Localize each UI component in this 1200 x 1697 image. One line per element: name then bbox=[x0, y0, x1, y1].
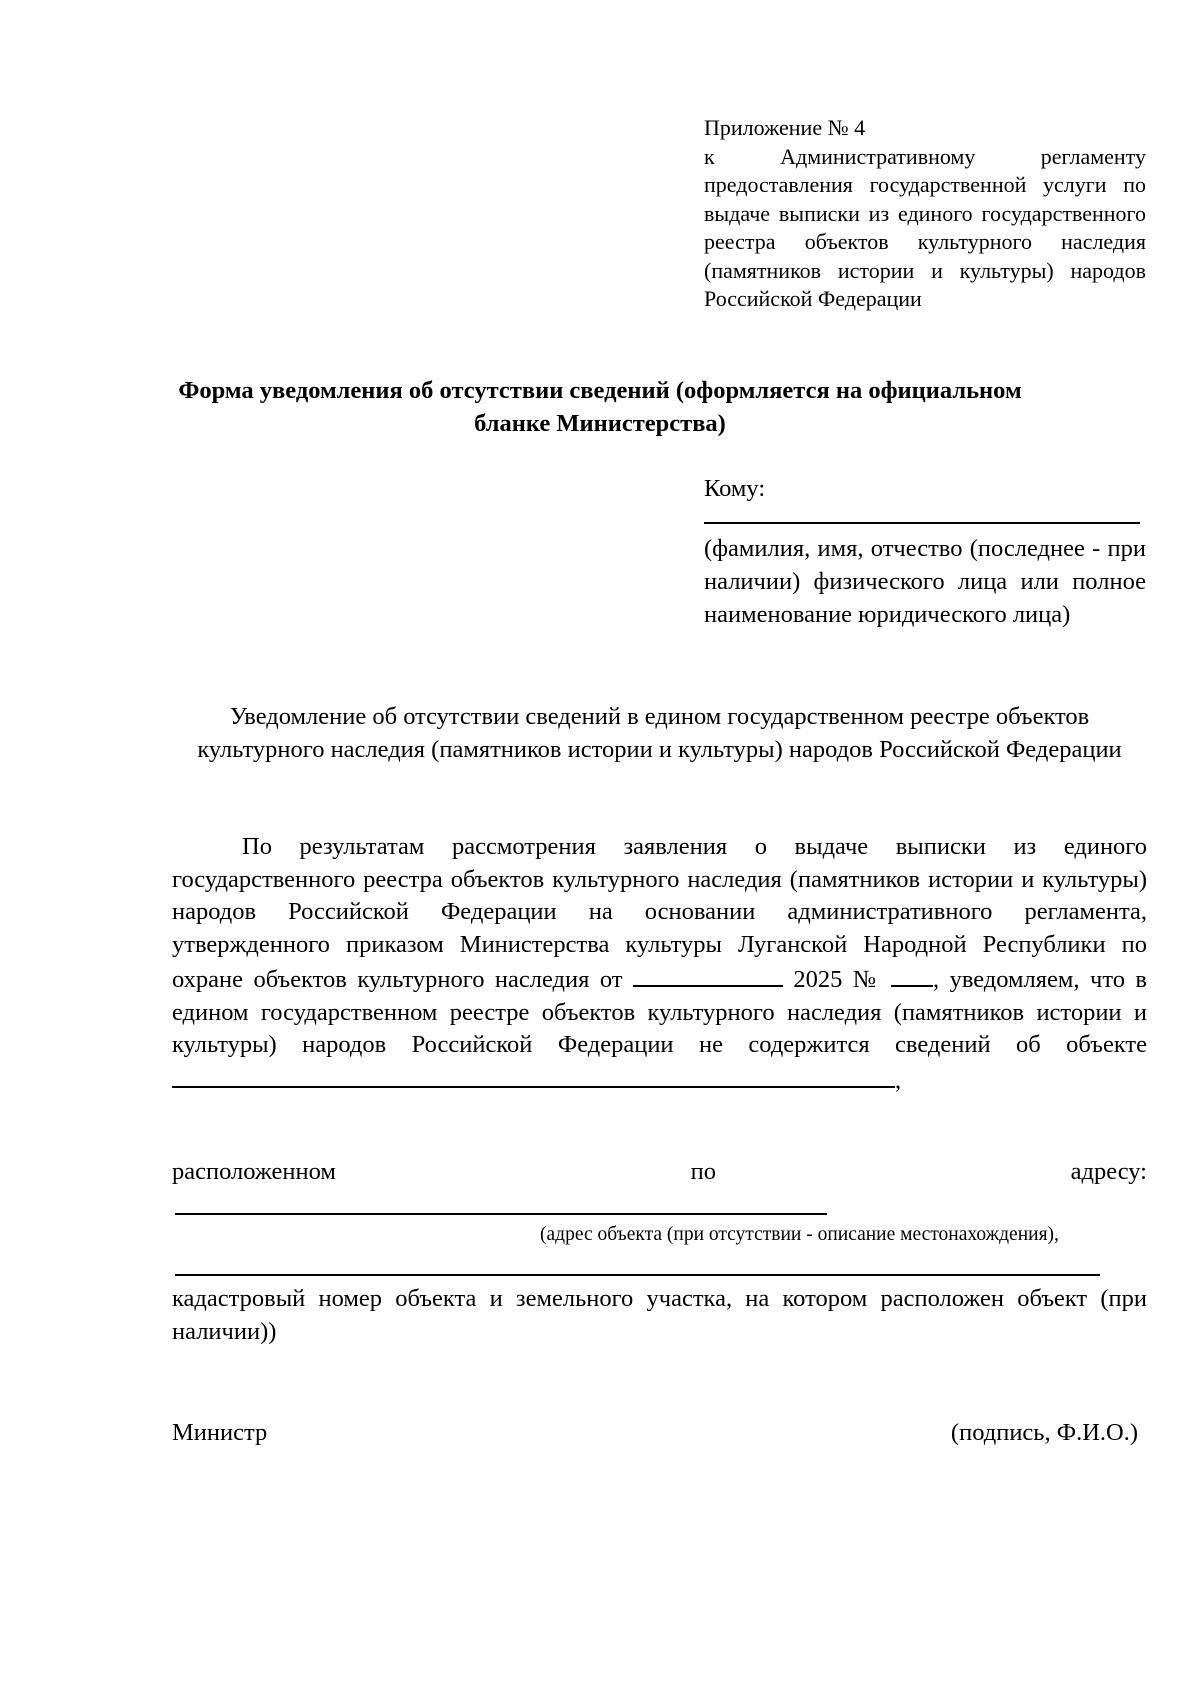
appendix-body: к Административному регламенту предоставления государственной услуги по выдаче выписки из единого государственного реестра объектов культурного наследия (памятников истории и культуры) народов Российской Федерации bbox=[704, 143, 1146, 311]
signature-caption: (подпись, Ф.И.О.) bbox=[950, 1419, 1138, 1446]
address-word-3: адресу: bbox=[1070, 1158, 1147, 1185]
main-paragraph-year: 2025 № bbox=[793, 966, 881, 993]
main-paragraph-comma: , bbox=[895, 1066, 902, 1094]
appendix-title: Приложение № 4 bbox=[704, 115, 866, 140]
main-paragraph-part1: По результатам рассмотрения заявления о выдаче выписки из единого государственного реестра объектов культурного наследия (памятников истории и культуры) народов Российской Федерации на основании административного регламента, утвержденного приказом Министерства культуры Луганской Народной Республики по охране объектов культурного наследия от bbox=[172, 833, 1147, 993]
signature-position: Министр bbox=[172, 1419, 268, 1446]
recipient-caption: (фамилия, имя, отчество (последнее - при наличии) физического лица или полное наименование юридического лица) bbox=[704, 535, 1146, 628]
recipient-fill-line bbox=[704, 522, 1140, 524]
main-paragraph bbox=[172, 831, 1147, 1097]
address-word-1: расположенном bbox=[172, 1158, 336, 1185]
notice-title: Уведомление об отсутствии сведений в едином государственном реестре объектов культурного наследия (памятников истории и культуры) народов Российской Федерации bbox=[197, 703, 1122, 763]
recipient-block bbox=[704, 472, 1146, 631]
address-fill-line bbox=[175, 1213, 827, 1215]
cadastral-caption: кадастровый номер объекта и земельного участка, на котором расположен объект (при наличии)) bbox=[172, 1285, 1147, 1345]
address-word-2: по bbox=[690, 1158, 716, 1185]
address-caption: (адрес объекта (при отсутствии - описание местонахождения), bbox=[540, 1224, 1059, 1245]
main-paragraph-part2: , уведомляем, что в едином государственном реестре объектов культурного наследия (памятников истории и культуры) народов Российской Федерации не содержится сведений об объекте bbox=[172, 966, 1147, 1058]
recipient-label: Кому: bbox=[704, 475, 766, 502]
form-title: Форма уведомления об отсутствии сведений (оформляется на официальном бланке Министерства) bbox=[178, 377, 1022, 437]
object-name-blank bbox=[172, 1062, 895, 1088]
signature-row bbox=[172, 1416, 1138, 1449]
appendix-header bbox=[704, 114, 1146, 314]
cadastral-fill-line bbox=[175, 1274, 1100, 1276]
order-number-blank bbox=[891, 961, 933, 987]
order-date-blank bbox=[633, 961, 783, 987]
address-row bbox=[172, 1156, 1147, 1188]
